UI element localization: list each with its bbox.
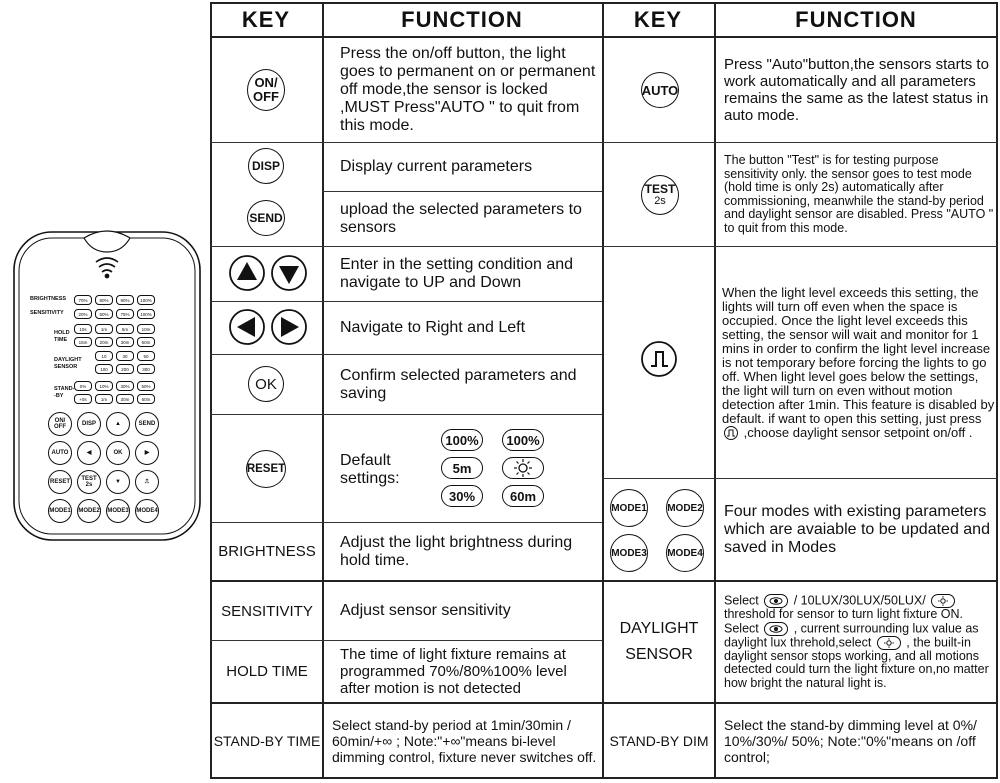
test-key-icon: TEST 2s	[641, 175, 679, 215]
remote-chip: 50	[137, 351, 155, 361]
remote-chip: 20%	[74, 309, 92, 319]
standby-dim-function: Select the stand-by dimming level at 0%/ 10%/30%/ 50%; Note:"0%"means on /off control;	[724, 716, 977, 765]
remote-button: OK	[106, 441, 130, 465]
remote-chip: 0%	[74, 381, 92, 391]
header-key-right: KEY	[633, 7, 683, 32]
remote-button: MODE3	[106, 499, 130, 523]
on-off-key-icon: ON/ OFF	[247, 69, 285, 111]
standby-time-key: STAND-BY TIME	[213, 732, 321, 749]
default-sensitivity-pill: 30%	[441, 485, 483, 507]
remote-button: ▼	[106, 470, 130, 494]
remote-chip: 10%	[95, 381, 113, 391]
updown-function: Enter in the setting condition and navigate to UP and Down	[340, 256, 574, 291]
remote-chip: 30m	[116, 337, 134, 347]
modes-function: Four modes with existing parameters which are avaiable to be updated and saved in Modes	[724, 502, 990, 556]
remote-chip: 10s	[74, 324, 92, 334]
remote-button: DISP	[77, 412, 101, 436]
remote-button: ⎍	[135, 470, 159, 494]
header-function-left: FUNCTION	[401, 7, 523, 32]
remote-button: MODE4	[135, 499, 159, 523]
brightness-key: BRIGHTNESS	[218, 543, 316, 560]
remote-label-sensitivity: SENSITIVITY	[30, 310, 64, 316]
remote-chip: 60m	[137, 337, 155, 347]
remote-button: SEND	[135, 412, 159, 436]
key-function-table	[210, 2, 998, 779]
default-brightness-pill: 100%	[441, 429, 483, 451]
send-key-icon: SEND	[247, 200, 285, 236]
ok-key-icon: OK	[248, 366, 284, 402]
remote-chip: 60m	[137, 394, 155, 404]
remote-chip: 30	[116, 351, 134, 361]
remote-button: MODE2	[77, 499, 101, 523]
standby-dim-key: STAND-BY DIM	[609, 732, 709, 749]
sun-icon	[931, 594, 955, 608]
sensitivity-key: SENSITIVITY	[221, 602, 313, 620]
remote-chip: 1m	[95, 394, 113, 404]
mode4-key-icon: MODE4	[666, 534, 704, 572]
default-brightness2-pill: 100%	[502, 429, 544, 451]
remote-chip: 50%	[95, 309, 113, 319]
hold-time-function: The time of light fixture remains at programmed 70%/80%100% level after motion is not detected	[340, 646, 567, 697]
remote-chip: 100%	[137, 309, 155, 319]
remote-label-time: TIME	[54, 337, 68, 343]
remote-chip: 20m	[95, 337, 113, 347]
remote-label-sensor: SENSOR	[54, 364, 78, 370]
remote-button: RESET	[48, 470, 72, 494]
left-right-arrow-icons	[228, 307, 308, 347]
reset-key-icon: RESET	[246, 450, 286, 488]
eye-icon	[764, 622, 788, 636]
mode3-key-icon: MODE3	[610, 534, 648, 572]
remote-button: AUTO	[48, 441, 72, 465]
daylight-sensor-function: Select / 10LUX/30LUX/50LUX/ threshold for sensor to turn light fixture ON. Select , current surrounding lux value as daylight lux threhold,select , the built-in daylight sensor stops working, and all motions detected could turn the light fixture on,no matter how bright the natural light is.	[724, 593, 989, 690]
default-standby-pill: 60m	[502, 485, 544, 507]
hold-time-key: HOLD TIME	[226, 663, 308, 680]
eye-icon	[764, 594, 788, 608]
remote-chip: 15m	[74, 337, 92, 347]
remote-label-standby: STAND-	[54, 386, 75, 392]
up-down-arrow-icons	[228, 253, 308, 293]
remote-chip: 1m	[95, 324, 113, 334]
remote-chip: 100%	[137, 295, 155, 305]
disp-function: Display current parameters	[340, 158, 533, 175]
remote-chip: 70%	[74, 295, 92, 305]
remote-chip: 90%	[116, 295, 134, 305]
leftright-function: Navigate to Right and Left	[340, 319, 526, 336]
remote-chip: +0s	[74, 394, 92, 404]
remote-button: ▲	[106, 412, 130, 436]
daylight-threshold-function: When the light level exceeds this setting, the lights will turn off even when the space is occupied. Once the light level exceeds this setting, the sensor will wait and monitor for 1 mins in order to confirm the light level increase is not temporary before forcing the lights to go off. When light level goes below the settings, the light will turn on even without motion detection after 1min. This feature is disabled by default. if want to open this setting, just press ,choose daylight sensor setpoint on/off .	[722, 284, 995, 440]
remote-label-daylight: DAYLIGHT	[54, 357, 82, 363]
mode2-key-icon: MODE2	[666, 489, 704, 527]
auto-key-icon: AUTO	[641, 72, 679, 108]
remote-button: ◀	[77, 441, 101, 465]
sun-icon	[502, 457, 544, 479]
remote-label-by: -BY	[54, 393, 64, 399]
remote-chip: 75%	[116, 309, 134, 319]
test-function: The button "Test" is for testing purpose sensitivity only. the sensor goes to test mode (hold time is only 2s) automatically after commissioning, meanwhile the stand-by period and daylight sensor are disabled. Press "AUTO " to quit from this mode.	[724, 153, 994, 235]
remote-chip: 100	[95, 364, 113, 374]
daylight-sensor-key: DAYLIGHT SENSOR	[619, 620, 699, 663]
ok-function: Confirm selected parameters and saving	[340, 366, 577, 402]
remote-label-hold: HOLD	[54, 330, 70, 336]
remote-button: ON/ OFF	[48, 412, 72, 436]
reset-default-label: Default settings:	[340, 452, 400, 487]
remote-keypad	[12, 230, 202, 542]
sun-icon	[877, 636, 901, 650]
remote-chip: 30%	[116, 381, 134, 391]
on-off-function: Press the on/off button, the light goes to permanent on or permanent off mode,the sensor is locked ,MUST Press"AUTO " to quit from this mode.	[340, 45, 596, 134]
default-hold-pill: 5m	[441, 457, 483, 479]
remote-chip: 300	[137, 364, 155, 374]
header-function-right: FUNCTION	[795, 7, 917, 32]
remote-chip: 80%	[95, 295, 113, 305]
remote-chip: 5m	[116, 324, 134, 334]
remote-chip: 10	[95, 351, 113, 361]
send-function: upload the selected parameters to sensors	[340, 201, 582, 236]
mode1-key-icon: MODE1	[610, 489, 648, 527]
remote-chip: 30m	[116, 394, 134, 404]
remote-button: ▶	[135, 441, 159, 465]
header-key-left: KEY	[241, 7, 291, 32]
brightness-function: Adjust the light brightness during hold time.	[340, 533, 573, 569]
remote-button: TEST 2s	[77, 470, 101, 494]
remote-chip: 200	[116, 364, 134, 374]
standby-time-function: Select stand-by period at 1min/30min / 60min/+∞ ; Note:"+∞"means bi-level dimming control, fixture never switches off.	[332, 716, 597, 765]
remote-chip: 10m	[137, 324, 155, 334]
remote-button: MODE1	[48, 499, 72, 523]
disp-key-icon: DISP	[248, 148, 284, 184]
remote-chip: 50%	[137, 381, 155, 391]
daylight-threshold-key-icon	[640, 340, 678, 378]
sensitivity-function: Adjust sensor sensitivity	[340, 602, 511, 619]
threshold-inline-icon	[724, 426, 738, 440]
auto-function: Press "Auto"button,the sensors starts to work automatically and all parameters remains the same as the latest status in auto mode.	[724, 56, 989, 124]
remote-label-brightness: BRIGHTNESS	[30, 296, 67, 302]
